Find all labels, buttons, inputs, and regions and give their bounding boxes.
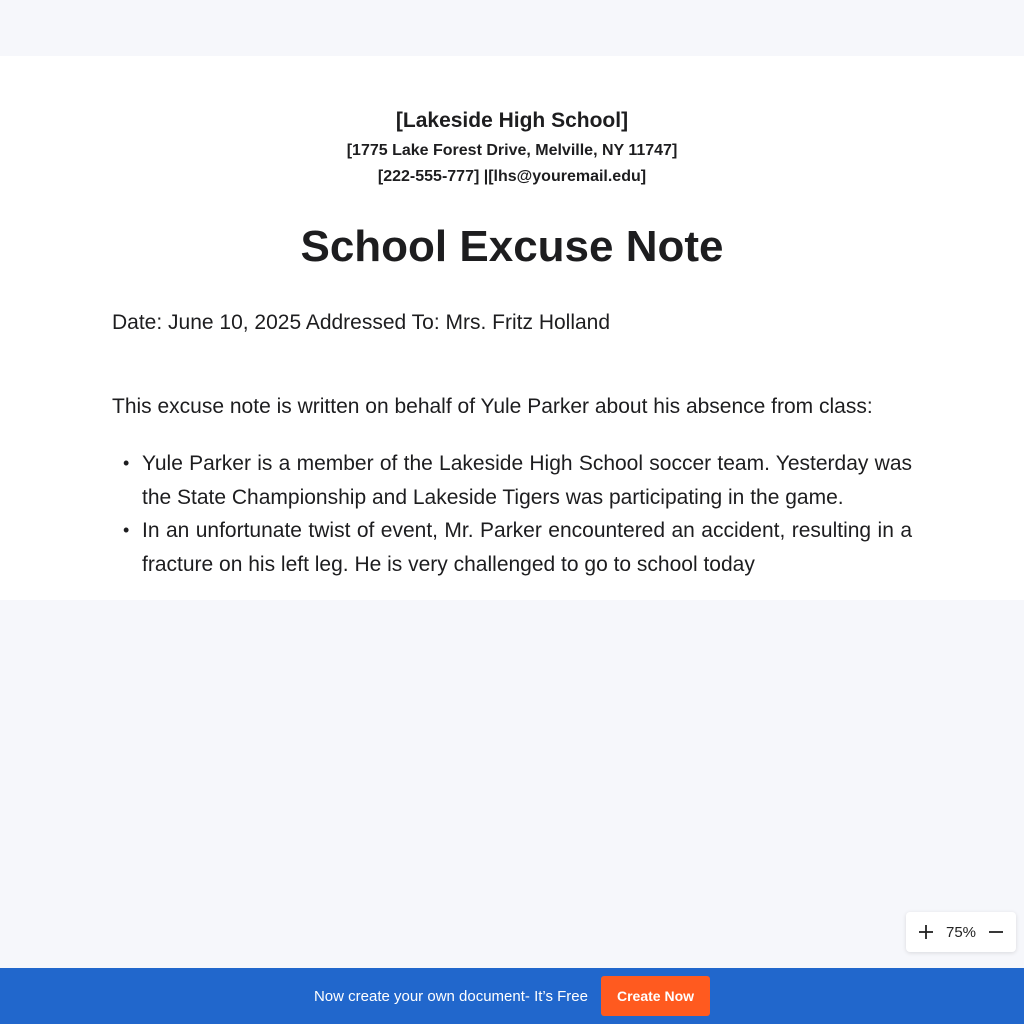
create-now-button[interactable]: Create Now [601, 976, 710, 1016]
zoom-level: 75% [945, 923, 977, 941]
list-item [123, 447, 912, 514]
plus-icon [918, 924, 934, 940]
zoom-out-button[interactable] [986, 922, 1006, 942]
intro-paragraph: This excuse note is written on behalf of Yule Parker about his absence from class: [112, 395, 873, 418]
list-item-text: Yule Parker is a member of the Lakeside High School soccer team. Yesterday was the State Championship and Lakeside Tigers was participating in the game. [142, 452, 912, 509]
document-title: School Excuse Note [300, 222, 724, 271]
zoom-in-button[interactable] [916, 922, 936, 942]
date-line: Date: June 10, 2025 Addressed To: Mrs. Fritz Holland [112, 311, 611, 334]
list-item-text: In an unfortunate twist of event, Mr. Parker encountered an accident, resulting in a fracture on his left leg. He is very challenged to go to school today [142, 519, 912, 576]
zoom-control [906, 912, 1016, 952]
bullet-icon: • [123, 453, 130, 473]
cta-bar [0, 968, 1024, 1024]
bullet-icon: • [123, 520, 130, 541]
school-name: [Lakeside High School] [395, 109, 629, 132]
school-contact: [222-555-777] |[lhs@youremail.edu] [377, 168, 647, 185]
document-page [0, 56, 1024, 600]
reasons-list [112, 447, 912, 581]
minus-icon [988, 924, 1004, 940]
cta-text: Now create your own document- It’s Free [313, 987, 588, 1005]
list-item [123, 514, 912, 581]
school-address: [1775 Lake Forest Drive, Melville, NY 11747] [346, 142, 678, 159]
